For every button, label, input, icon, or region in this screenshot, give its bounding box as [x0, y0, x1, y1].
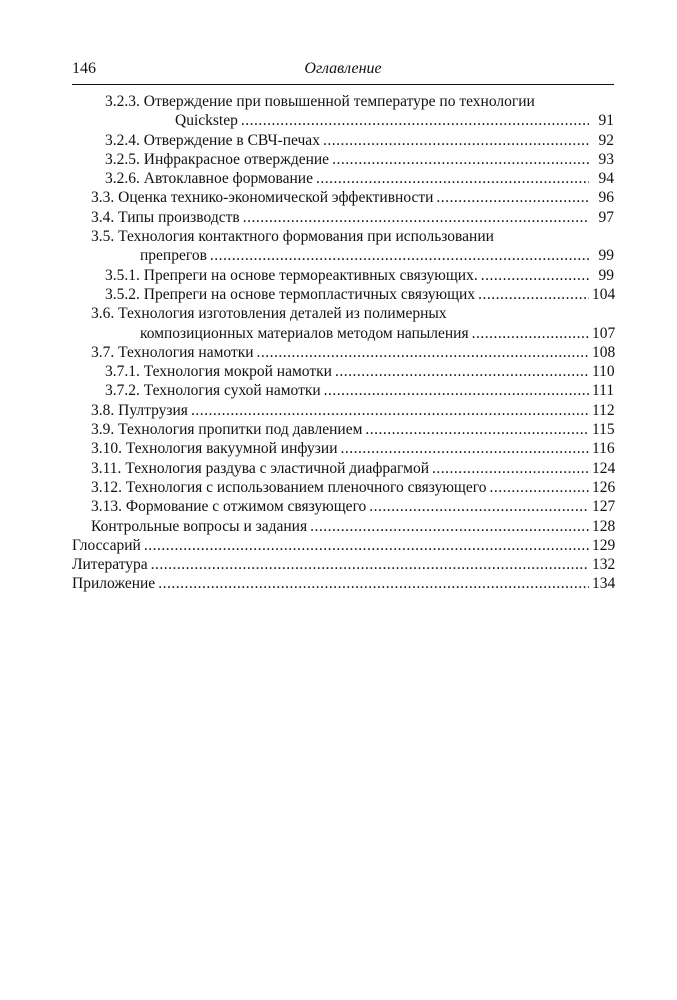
toc-page-number: 129	[592, 536, 616, 554]
toc-number: 3.2.4.	[105, 131, 144, 149]
dot-leader	[257, 343, 589, 362]
toc-line	[72, 536, 614, 555]
toc-entry	[72, 343, 614, 362]
toc-number: 3.5.2.	[105, 285, 144, 303]
toc-line	[72, 131, 614, 150]
toc-entry	[72, 497, 614, 516]
header-rule	[72, 84, 614, 85]
dot-leader	[481, 266, 589, 285]
toc-title: Отверждение в СВЧ-печах	[143, 131, 320, 149]
toc-line	[72, 478, 614, 497]
dot-leader	[151, 555, 589, 574]
toc-entry	[72, 459, 614, 478]
toc-entry	[72, 362, 614, 381]
toc-entry	[72, 150, 614, 169]
toc-page-number: 132	[592, 556, 616, 574]
toc-page-number: 111	[592, 382, 615, 400]
toc-line	[72, 208, 614, 227]
toc-page-number: 91	[598, 112, 614, 130]
dot-leader	[310, 517, 589, 536]
toc-number: 3.8.	[91, 401, 119, 419]
page-header	[72, 60, 614, 82]
toc-line	[72, 343, 614, 362]
toc-title: Препреги на основе термореактивных связующих.	[143, 266, 478, 284]
toc-number: 3.2.3.	[105, 93, 144, 110]
toc-title: Технология контактного формования при использовании	[118, 228, 494, 246]
toc-title: Технология раздува с эластичной диафрагмой	[125, 459, 430, 477]
dot-leader	[323, 131, 589, 150]
toc-page-number: 110	[592, 363, 615, 381]
toc-title: Технология с использованием пленочного связующего	[125, 478, 487, 496]
toc-entry	[72, 131, 614, 150]
toc-number: 3.9.	[91, 421, 119, 439]
toc-title: Технология мокрой намотки	[143, 363, 332, 381]
toc-title: Препреги на основе термопластичных связующих	[143, 285, 476, 303]
toc-entry	[72, 420, 614, 439]
toc-title: Технология изготовления деталей из полимерных	[118, 305, 447, 323]
toc-entry	[72, 208, 614, 227]
toc-line	[72, 92, 614, 111]
toc-title: Приложение	[72, 575, 156, 593]
toc-title: Типы производств	[118, 208, 240, 226]
dot-leader	[191, 401, 589, 420]
dot-leader	[241, 111, 589, 130]
toc-line	[72, 574, 614, 593]
toc-line	[72, 439, 614, 458]
toc-page-number: 93	[598, 150, 614, 168]
toc-line	[72, 324, 614, 343]
dot-leader	[436, 188, 589, 207]
toc-page-number: 104	[592, 285, 616, 303]
dot-leader	[335, 362, 589, 381]
toc-line	[72, 381, 614, 400]
toc-entry	[72, 266, 614, 285]
toc-page-number: 107	[592, 324, 616, 342]
toc-line	[72, 169, 614, 188]
toc-number: 3.7.	[91, 343, 119, 361]
toc-number: 3.4.	[91, 208, 119, 226]
toc-page-number: 108	[592, 343, 616, 361]
toc-page-number: 128	[592, 517, 616, 535]
toc-number: 3.7.1.	[105, 363, 144, 381]
toc-line	[72, 285, 614, 304]
toc-title: Глоссарий	[72, 536, 141, 554]
toc-line	[72, 304, 614, 323]
toc-title: Контрольные вопросы и задания	[91, 517, 308, 535]
toc-number: 3.10.	[91, 440, 126, 458]
toc-line	[72, 362, 614, 381]
toc-entry	[72, 188, 614, 207]
toc-entry	[72, 304, 614, 343]
toc-entry	[72, 227, 614, 266]
toc-page-number: 127	[592, 498, 616, 516]
toc-number: 3.5.	[91, 228, 119, 246]
toc-line	[72, 111, 614, 130]
toc-line	[72, 459, 614, 478]
dot-leader	[369, 497, 589, 516]
toc-entry	[72, 478, 614, 497]
toc-number: 3.6.	[91, 305, 119, 323]
toc-page-number: 97	[598, 208, 614, 226]
dot-leader	[243, 208, 589, 227]
dot-leader	[210, 246, 589, 265]
toc-page-number: 99	[598, 266, 614, 284]
toc-line	[72, 517, 614, 536]
toc-page-number: 115	[592, 421, 615, 439]
dot-leader	[144, 536, 589, 555]
toc-number: 3.3.	[91, 189, 119, 207]
toc-entry	[72, 536, 614, 555]
toc-page-number: 116	[592, 440, 615, 458]
toc-number: 3.5.1.	[105, 266, 144, 284]
running-title: Оглавление	[304, 60, 382, 77]
toc-line	[72, 555, 614, 574]
toc-page-number: 124	[592, 459, 616, 477]
toc-page-number: 134	[592, 575, 616, 593]
toc-number: 3.7.2.	[105, 382, 144, 400]
toc-entry	[72, 92, 614, 131]
toc-title: Технология пропитки под давлением	[118, 421, 363, 439]
toc-entry	[72, 574, 614, 593]
toc-number: 3.13.	[91, 498, 126, 516]
toc-title: композиционных материалов методом напыления	[140, 324, 469, 342]
toc-entry	[72, 169, 614, 188]
toc-title: Технология сухой намотки	[143, 382, 321, 400]
toc-number: 3.2.6.	[105, 170, 144, 188]
toc-title: Технология вакуумной инфузии	[125, 440, 338, 458]
table-of-contents	[72, 92, 614, 594]
toc-entry	[72, 381, 614, 400]
toc-page-number: 92	[598, 131, 614, 149]
dot-leader	[365, 420, 589, 439]
dot-leader	[316, 169, 589, 188]
toc-title: Формование с отжимом связующего	[125, 498, 367, 516]
toc-line	[72, 420, 614, 439]
toc-entry	[72, 555, 614, 574]
toc-title: Технология намотки	[118, 343, 254, 361]
toc-title: Оценка технико-экономической эффективности	[118, 189, 434, 207]
toc-page-number: 112	[592, 401, 615, 419]
toc-title: Инфракрасное отверждение	[143, 150, 330, 168]
toc-title: Отверждение при повышенной температуре по технологии	[143, 93, 535, 110]
toc-line	[72, 497, 614, 516]
dot-leader	[472, 324, 589, 343]
toc-number: 3.2.5.	[105, 150, 144, 168]
toc-line	[72, 150, 614, 169]
toc-title: Автоклавное формование	[143, 170, 313, 188]
toc-line	[72, 401, 614, 420]
dot-leader	[489, 478, 589, 497]
dot-leader	[432, 459, 589, 478]
toc-entry	[72, 401, 614, 420]
dot-leader	[341, 439, 590, 458]
toc-entry	[72, 517, 614, 536]
page-number: 146	[72, 60, 96, 77]
toc-line	[72, 266, 614, 285]
toc-page-number: 99	[598, 247, 614, 265]
toc-line	[72, 246, 614, 265]
toc-page-number: 94	[598, 170, 614, 188]
toc-title: препрегов	[140, 247, 207, 265]
toc-title: Пултрузия	[118, 401, 188, 419]
toc-page-number: 96	[598, 189, 614, 207]
dot-leader	[478, 285, 589, 304]
toc-title: Quickstep	[175, 112, 238, 130]
dot-leader	[324, 381, 589, 400]
toc-number: 3.11.	[91, 459, 126, 477]
toc-number: 3.12.	[91, 478, 126, 496]
toc-line	[72, 227, 614, 246]
dot-leader	[158, 574, 589, 593]
toc-title: Литература	[72, 556, 148, 574]
dot-leader	[332, 150, 589, 169]
toc-page-number: 126	[592, 478, 616, 496]
toc-entry	[72, 439, 614, 458]
toc-line	[72, 188, 614, 207]
toc-entry	[72, 285, 614, 304]
